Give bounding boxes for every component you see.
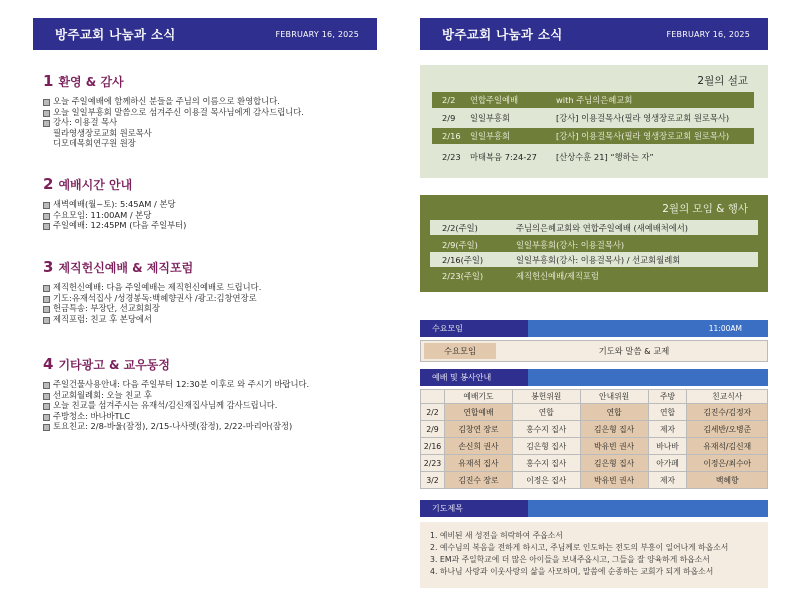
table-cell: 박유빈 권사 [580, 472, 648, 489]
list-item: 주방청소: 바나바TLC [43, 411, 383, 422]
table-row [421, 455, 768, 472]
table-cell: 유재석/김신재 [687, 438, 768, 455]
table-cell: 연합 [580, 404, 648, 421]
list-item: 새벽예배(월~토): 5:45AM / 본당 [43, 199, 383, 210]
table-cell: 2/2 [421, 404, 445, 421]
table-cell: 제자 [648, 472, 687, 489]
list-item: 오늘 친교를 섬겨주시는 유재석/김신재집사님께 감사드립니다. [43, 400, 383, 411]
sermon-date: 2/16 [442, 131, 461, 141]
table-cell: 이정은 집사 [512, 472, 580, 489]
section-4 [43, 355, 383, 432]
prayer-item: 4. 하나님 사랑과 이웃사랑의 삶을 사모하며, 말씀에 순종하는 교회가 되게 하옵소서 [430, 567, 714, 576]
list-item: 주일건물사용안내: 다음 주일부터 12:30분 이후로 와 주시기 바랍니다. [43, 379, 383, 390]
table-cell: 손신희 권사 [445, 438, 513, 455]
list-item: 기도:유재석집사 /성경봉독:백혜향권사 /광고:김창연장로 [43, 293, 383, 304]
sermons-title: 2월의 설교 [697, 75, 748, 87]
section-number: 3 [43, 258, 54, 276]
wednesday-label: 수요모임 [420, 320, 528, 337]
event-date: 2/2(주일) [442, 222, 478, 233]
table-cell: 홍수지 집사 [512, 455, 580, 472]
table-cell: 2/16 [421, 438, 445, 455]
list-item: 오늘 일일부흥회 말씀으로 섬겨주신 이용걸 목사님에게 감사드립니다. [43, 107, 383, 118]
right-header [420, 18, 768, 50]
prayer-label: 기도제목 [420, 500, 528, 517]
section-1 [43, 72, 383, 149]
section-title: 예배시간 안내 [58, 178, 133, 192]
table-cell: 김진수 장로 [445, 472, 513, 489]
section-number: 1 [43, 72, 54, 90]
wednesday-bar [420, 320, 768, 337]
table-cell: 김창연 장로 [445, 421, 513, 438]
list-item: 수요모임: 11:00AM / 본당 [43, 210, 383, 221]
list-item: 강사: 이용걸 목사 [43, 117, 383, 128]
event-text: 일일부흥회(강사: 이용걸목사) [516, 239, 625, 250]
table-cell: 유재석 집사 [445, 455, 513, 472]
sermon-date: 2/9 [442, 113, 456, 123]
list-item: 선교회월례회: 오늘 친교 후 [43, 390, 383, 401]
table-cell: 백혜향 [687, 472, 768, 489]
list-item: 디모데목회연구원 원장 [53, 138, 136, 149]
left-header [33, 18, 377, 50]
table-cell: 바나바 [648, 438, 687, 455]
event-text: 제직헌신예배/제직포럼 [516, 270, 599, 281]
table-header: 예배기도 [445, 390, 513, 404]
table-cell: 김세반/오병준 [687, 421, 768, 438]
table-row [421, 438, 768, 455]
sermon-a: 일일부흥회 [470, 113, 511, 123]
sermon-b: [산상수훈 21] “행하는 자” [556, 152, 654, 162]
sermons-box [420, 65, 768, 178]
events-box [420, 195, 768, 292]
event-date: 2/23(주일) [442, 270, 484, 281]
sermon-b: with 주님의은혜교회 [556, 95, 633, 105]
sermon-b: [강사] 이용걸목사(필라 영생장로교회 원로목사) [556, 131, 730, 141]
event-row [430, 268, 758, 283]
event-row [430, 237, 758, 252]
prayer-list [420, 522, 768, 588]
sermon-row [432, 92, 754, 108]
events-title: 2월의 모임 & 행사 [662, 203, 748, 215]
event-row [430, 220, 758, 235]
section-heading [43, 175, 383, 193]
section-heading [43, 72, 383, 90]
section-3 [43, 258, 383, 324]
table-cell: 연합예배 [445, 404, 513, 421]
section-title: 기타광고 & 교우동정 [58, 358, 170, 372]
table-header: 친교식사 [687, 390, 768, 404]
header-title: 방주교회 나눔과 소식 [55, 27, 176, 42]
table-cell: 연합 [512, 404, 580, 421]
table-cell: 2/9 [421, 421, 445, 438]
sermon-row [432, 128, 754, 144]
sermon-date: 2/2 [442, 95, 456, 105]
table-cell: 2/23 [421, 455, 445, 472]
sermon-row [432, 149, 754, 165]
table-cell: 김진수/김정자 [687, 404, 768, 421]
sermon-a: 연합주일예배 [470, 95, 519, 105]
service-bar [420, 369, 768, 386]
wednesday-cell-value: 기도와 말씀 & 교제 [598, 346, 670, 356]
service-label: 예배 및 봉사안내 [420, 369, 528, 386]
prayer-item: 1. 예비된 새 성전을 허락하여 주옵소서 [430, 531, 563, 540]
table-header [421, 390, 445, 404]
event-row [430, 252, 758, 267]
table-row [421, 472, 768, 489]
table-cell: 3/2 [421, 472, 445, 489]
event-text: 주님의은혜교회와 연합주일예배 (새예배처에서) [516, 222, 689, 233]
list-item: 제직헌신예배: 다음 주일예배는 제직헌신예배로 드립니다. [43, 282, 383, 293]
sermon-row [432, 110, 754, 126]
table-cell: 홍수지 집사 [512, 421, 580, 438]
section-title: 환영 & 감사 [58, 75, 124, 89]
wednesday-time: 11:00AM [708, 324, 742, 333]
list-item: 주일예배: 12:45PM (다음 주일부터) [43, 220, 383, 231]
list-item: 제직포럼: 친교 후 본당에서 [43, 314, 383, 325]
header-date: FEBRUARY 16, 2025 [666, 29, 750, 39]
table-header: 주방 [648, 390, 687, 404]
table-cell: 아가페 [648, 455, 687, 472]
event-date: 2/16(주일) [442, 254, 484, 265]
service-table [420, 389, 768, 489]
section-2 [43, 175, 383, 231]
prayer-item: 3. EM과 주일학교에 더 많은 아이들을 보내주옵시고, 그들을 잘 양육하게 하옵소서 [430, 555, 710, 564]
event-text: 일일부흥회(강사: 이용걸목사) / 선교회월례회 [516, 254, 681, 265]
list-item: 필라영생장로교회 원로목사 [53, 127, 152, 138]
sermon-a: 일일부흥회 [470, 131, 511, 141]
list-item: 토요친교: 2/8-바울(잠정), 2/15-나사렛(잠정), 2/22-마리아(잠정) [43, 421, 383, 432]
prayer-item: 2. 예수님의 복음을 전하게 하시고, 주님께로 인도하는 전도의 부흥이 일어나게 하옵소서 [430, 543, 729, 552]
wednesday-cell-label: 수요모임 [424, 343, 496, 359]
wednesday-row [420, 340, 768, 362]
prayer-bar [420, 500, 768, 517]
table-cell: 김은형 집사 [580, 421, 648, 438]
table-cell: 연합 [648, 404, 687, 421]
table-row [421, 404, 768, 421]
list-item: 오늘 주일예배에 함께하신 분들을 주님의 이름으로 환영합니다. [43, 96, 383, 107]
table-row [421, 421, 768, 438]
table-cell: 김은형 집사 [580, 455, 648, 472]
list-item: 헌금특송: 부장단, 선교회회장 [43, 303, 383, 314]
table-header: 봉헌위원 [512, 390, 580, 404]
sermon-date: 2/23 [442, 152, 461, 162]
sermon-a: 마태복음 7:24-27 [470, 152, 537, 162]
event-date: 2/9(주일) [442, 239, 478, 250]
table-cell: 제자 [648, 421, 687, 438]
table-cell: 박유빈 권사 [580, 438, 648, 455]
table-cell: 김은형 집사 [512, 438, 580, 455]
table-header: 안내위원 [580, 390, 648, 404]
section-number: 2 [43, 175, 54, 193]
sermon-b: [강사] 이용걸목사(필라 영생장로교회 원로목사) [556, 113, 730, 123]
section-number: 4 [43, 355, 54, 373]
header-title: 방주교회 나눔과 소식 [442, 27, 563, 42]
header-date: FEBRUARY 16, 2025 [275, 29, 359, 39]
table-cell: 이정은/최수아 [687, 455, 768, 472]
section-heading [43, 258, 383, 276]
section-heading [43, 355, 383, 373]
section-title: 제직헌신예배 & 제직포럼 [58, 261, 194, 275]
